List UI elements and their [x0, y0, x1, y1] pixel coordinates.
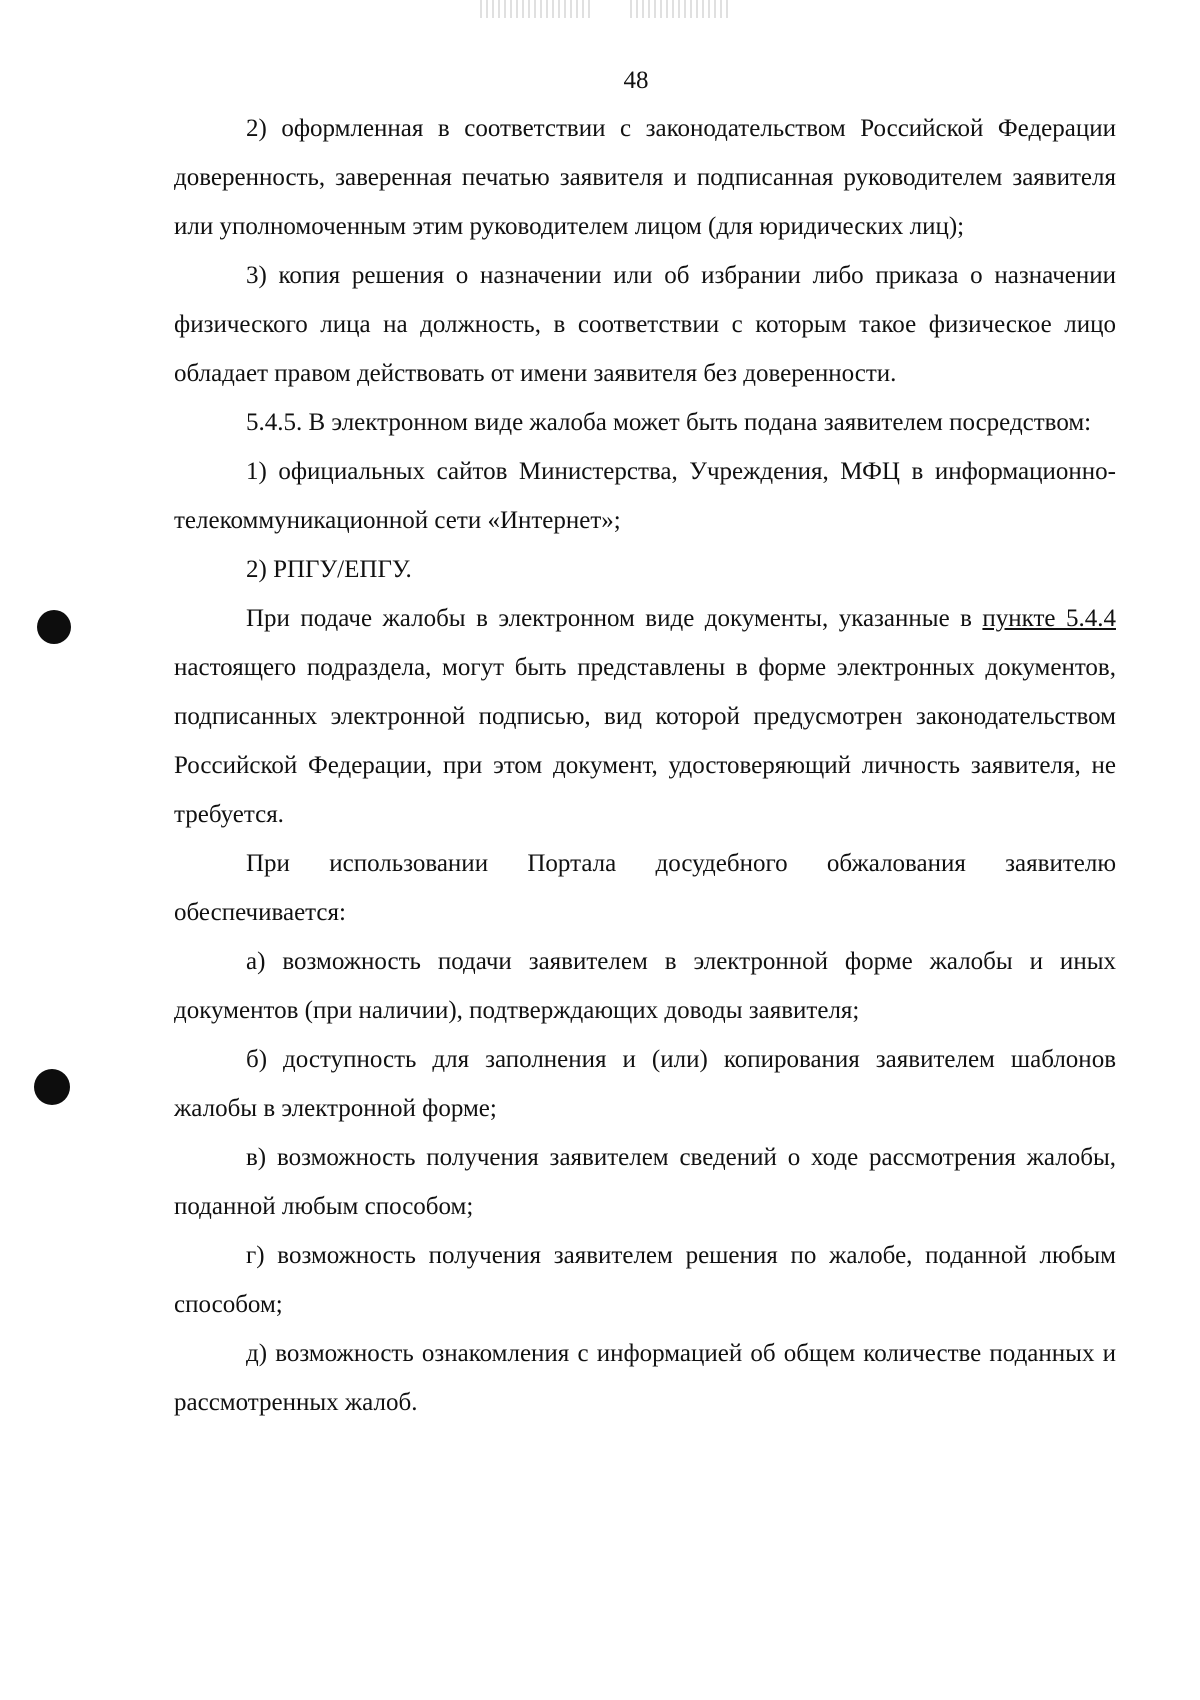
list-item-v: в) возможность получения заявителем сведений о ходе рассмотрения жалобы, поданной любым способом; — [174, 1144, 1116, 1220]
list-item-d: д) возможность ознакомления с информацией об общем количестве поданных и рассмотренных жалоб. — [174, 1340, 1116, 1416]
paragraph-section-5-4-5: 5.4.5. В электронном виде жалоба может быть подана заявителем посредством: — [246, 409, 1092, 436]
document-body — [174, 104, 1116, 1427]
list-item-g: г) возможность получения заявителем решения по жалобе, поданной любым способом; — [174, 1242, 1116, 1318]
paragraph-text-before-link: При подаче жалобы в электронном виде документы, указанные в — [246, 605, 983, 632]
paragraph-text-after-link: настоящего подраздела, могут быть представлены в форме электронных документов, подписанных электронной подписью, вид которой предусмотрен законодательством Российской Федерации, при этом документ, удостоверяющий личность заявителя, не требуется. — [174, 654, 1116, 828]
list-item-a: а) возможность подачи заявителем в электронной форме жалобы и иных документов (при наличии), подтверждающих доводы заявителя; — [174, 948, 1116, 1024]
paragraph-item-3-appointment-copy: 3) копия решения о назначении или об избрании либо приказа о назначении физического лица на должность, в соответствии с которым такое физическое лицо обладает правом действовать от имени заявителя без доверенности. — [174, 262, 1116, 387]
page-number: 48 — [623, 67, 649, 94]
punch-hole-mark — [37, 610, 71, 644]
paragraph-electronic-submission — [174, 594, 1116, 839]
list-item-b: б) доступность для заполнения и (или) копирования заявителем шаблонов жалобы в электронной форме; — [174, 1046, 1116, 1122]
punch-hole-mark — [34, 1069, 70, 1105]
paragraph-item-2-rpgu-epgu: 2) РПГУ/ЕПГУ. — [246, 556, 412, 583]
paragraph-item-2-power-of-attorney: 2) оформленная в соответствии с законодательством Российской Федерации доверенность, заверенная печатью заявителя и подписанная руководителем заявителя или уполномоченным этим руководителем лицом (для юридических лиц); — [174, 115, 1116, 240]
section-reference-link[interactable]: пункте 5.4.4 — [982, 605, 1116, 632]
scan-artifact — [480, 0, 590, 18]
paragraph-item-1-official-sites: 1) официальных сайтов Министерства, Учреждения, МФЦ в информационно-телекоммуникационной сети «Интернет»; — [174, 458, 1116, 534]
paragraph-portal-usage: При использовании Портала досудебного обжалования заявителю обеспечивается: — [174, 850, 1116, 926]
scan-artifact — [630, 0, 730, 18]
